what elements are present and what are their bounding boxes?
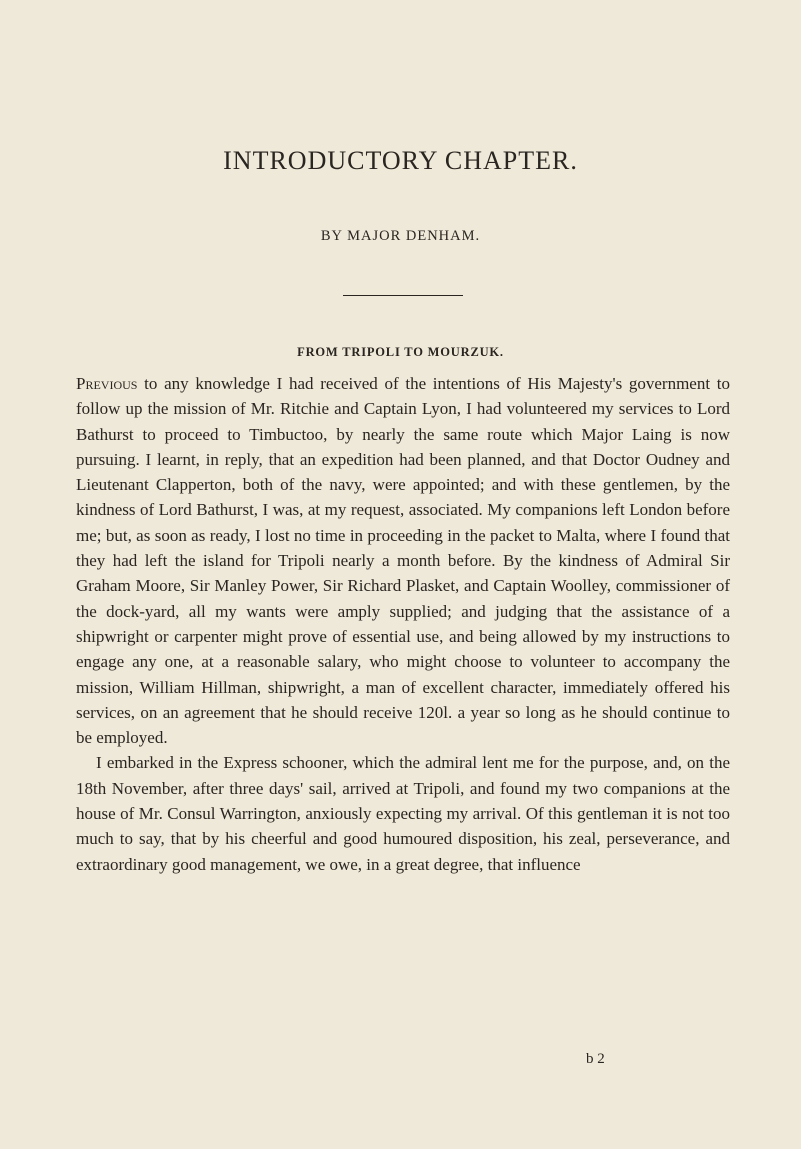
paragraph-1-text: to any knowledge I had received of the intentions of His Majesty's government to follow up the mission of Mr. Ritchie and Captain Lyon, I had volunteered my services to Lord Bathurst to proceed to Timbuctoo, by nearly the same route which Major Laing is now pursuing. I learnt, in reply, that an expedition had been planned, and that Doctor Oudney and Lieutenant Clapperton, both of the navy, were appointed; and with these gentlemen, by the kindness of Lord Bathurst, I was, at my request, associated. My companions left London before me; but, as soon as ready, I lost no time in proceeding in the packet to Malta, where I found that they had left the island for Tripoli nearly a month before. By the kindness of Admiral Sir Graham Moore, Sir Manley Power, Sir Richard Plasket, and Captain Woolley, commissioner of the dock-yard, all my wants were amply supplied; and judging that the assistance of a shipwright or carpenter might prove of essential use, and being allowed by my instructions to engage any one, at a reasonable salary, who might choose to volunteer to accompany the mission, William Hillman, shipwright, a man of excellent character, immediately offered his services, on an agreement that he should receive 120l. a year so long as he should continue to be employed. bbox=[76, 374, 730, 748]
section-divider bbox=[343, 295, 463, 296]
section-heading: FROM TRIPOLI TO MOURZUK. bbox=[297, 345, 504, 359]
body-text bbox=[76, 371, 730, 877]
signature-mark: b 2 bbox=[586, 1051, 605, 1067]
author-byline: BY MAJOR DENHAM. bbox=[320, 228, 481, 244]
paragraph-1 bbox=[76, 371, 730, 750]
paragraph-1-lead: Previous bbox=[76, 374, 138, 393]
chapter-title: INTRODUCTORY CHAPTER. bbox=[223, 146, 578, 175]
paragraph-2: I embarked in the Express schooner, which the admiral lent me for the purpose, and, on the 18th November, after three days' sail, arrived at Tripoli, and found my two companions at the house of Mr. Consul Warrington, anxiously expecting my arrival. Of this gentleman it is not too much to say, that by his cheerful and good humoured disposition, his zeal, perseverance, and extraordinary good management, we owe, in a great degree, that influence bbox=[76, 753, 730, 874]
